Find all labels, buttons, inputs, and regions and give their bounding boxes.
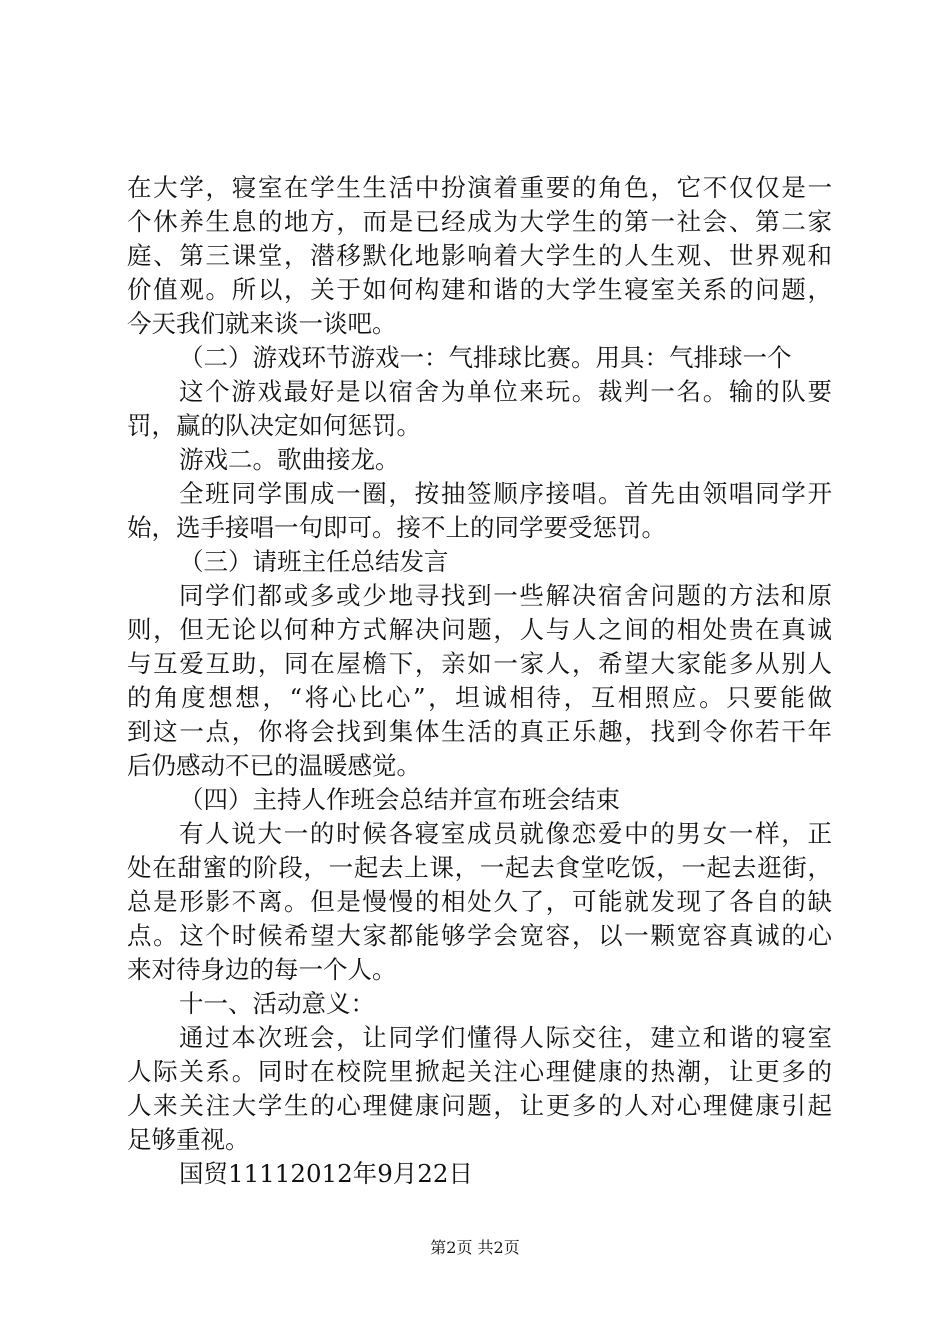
- text-line: 点。这个时候希望大家都能够学会宽容，以一颗宽容真诚的心: [127, 921, 832, 950]
- text-line: 罚，赢的队决定如何惩罚。: [127, 411, 421, 440]
- section-heading: （四）主持人作班会总结并宣布班会结束: [179, 785, 620, 814]
- text-line: 全班同学围成一圈，按抽签顺序接唱。首先由领唱同学开: [179, 479, 832, 508]
- text-line: 价值观。所以，关于如何构建和谐的大学生寝室关系的问题，: [127, 275, 832, 304]
- text-line: 与互爱互助，同在屋檐下，亲如一家人，希望大家能多从别人: [127, 649, 832, 678]
- text-line: 始，选手接唱一句即可。接不上的同学要受惩罚。: [127, 513, 666, 542]
- text-line: 则，但无论以何种方式解决问题，人与人之间的相处贵在真诚: [127, 615, 832, 644]
- text-line: 人际关系。同时在校院里掀起关注心理健康的热潮，让更多的: [127, 1057, 832, 1086]
- text-line: 总是形影不离。但是慢慢的相处久了，可能就发现了各自的缺: [127, 887, 832, 916]
- signature-date: 国贸11112012年9月22日: [179, 1159, 473, 1188]
- text-line: 后仍感动不已的温暖感觉。: [127, 751, 421, 780]
- section-heading: （三）请班主任总结发言: [179, 547, 449, 576]
- text-line: 庭、第三课堂，潜移默化地影响着大学生的人生观、世界观和: [127, 241, 832, 270]
- text-line: 来对待身边的每一个人。: [127, 955, 397, 984]
- document-body: [127, 171, 832, 1191]
- text-line: 足够重视。: [127, 1125, 250, 1154]
- text-line: 今天我们就来谈一谈吧。: [127, 309, 397, 338]
- text-line: 同学们都或多或少地寻找到一些解决宿舍问题的方法和原: [179, 581, 832, 610]
- text-line: 这个游戏最好是以宿舍为单位来玩。裁判一名。输的队要: [179, 377, 832, 406]
- text-line: 通过本次班会，让同学们懂得人际交往，建立和谐的寝室: [179, 1023, 832, 1052]
- section-heading: （二）游戏环节游戏一：气排球比赛。用具：气排球一个: [179, 343, 792, 372]
- page-number-footer: 第2页 共2页: [430, 1238, 520, 1257]
- text-line: 到这一点，你将会找到集体生活的真正乐趣，找到令你若干年: [127, 717, 832, 746]
- text-line: 的角度想想，“将心比心”，坦诚相待，互相照应。只要能做: [127, 683, 832, 712]
- section-heading: 十一、活动意义：: [179, 989, 375, 1018]
- text-line: 个休养生息的地方，而是已经成为大学生的第一社会、第二家: [127, 207, 832, 236]
- text-line: 人来关注大学生的心理健康问题，让更多的人对心理健康引起: [127, 1091, 832, 1120]
- text-line: 在大学，寝室在学生生活中扮演着重要的角色，它不仅仅是一: [127, 173, 832, 202]
- text-line: 处在甜蜜的阶段，一起去上课，一起去食堂吃饭，一起去逛街，: [127, 853, 832, 882]
- text-line: 游戏二。歌曲接龙。: [179, 445, 400, 474]
- text-line: 有人说大一的时候各寝室成员就像恋爱中的男女一样，正: [179, 819, 832, 848]
